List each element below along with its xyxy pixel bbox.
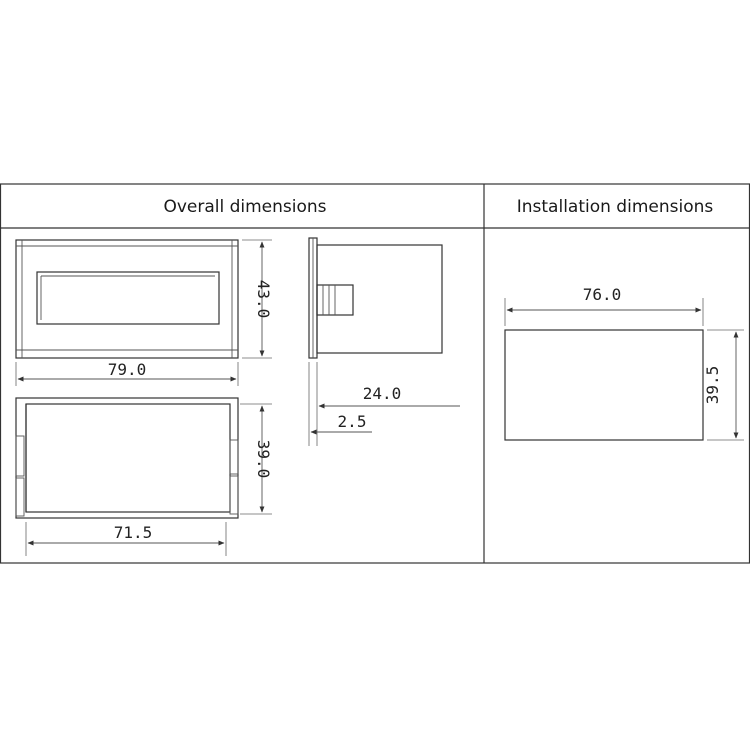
side-depth-dimension bbox=[309, 362, 460, 446]
side-view bbox=[309, 238, 442, 358]
overall-dimensions-header: Overall dimensions bbox=[163, 197, 327, 217]
back-body bbox=[26, 404, 230, 512]
front-view bbox=[16, 240, 238, 358]
back-height-label: 39.0 bbox=[254, 439, 273, 479]
installation-dimensions-header: Installation dimensions bbox=[516, 197, 714, 217]
front-height-label: 43.0 bbox=[254, 279, 273, 319]
back-view bbox=[16, 398, 238, 518]
back-outer bbox=[16, 398, 238, 518]
panel-cutout bbox=[505, 330, 703, 440]
side-housing bbox=[317, 245, 442, 353]
display-window bbox=[37, 272, 219, 324]
right-clip bbox=[230, 440, 238, 474]
front-width-label: 79.0 bbox=[107, 360, 147, 379]
back-width-label: 71.5 bbox=[113, 523, 153, 542]
front-bezel bbox=[16, 240, 238, 358]
side-flange-label: 2.5 bbox=[337, 412, 367, 431]
left-clip bbox=[16, 436, 24, 476]
cutout-height-label: 39.5 bbox=[703, 365, 722, 405]
installation-cutout bbox=[505, 330, 703, 440]
side-depth-label: 24.0 bbox=[362, 384, 402, 403]
cutout-width-label: 76.0 bbox=[582, 285, 622, 304]
